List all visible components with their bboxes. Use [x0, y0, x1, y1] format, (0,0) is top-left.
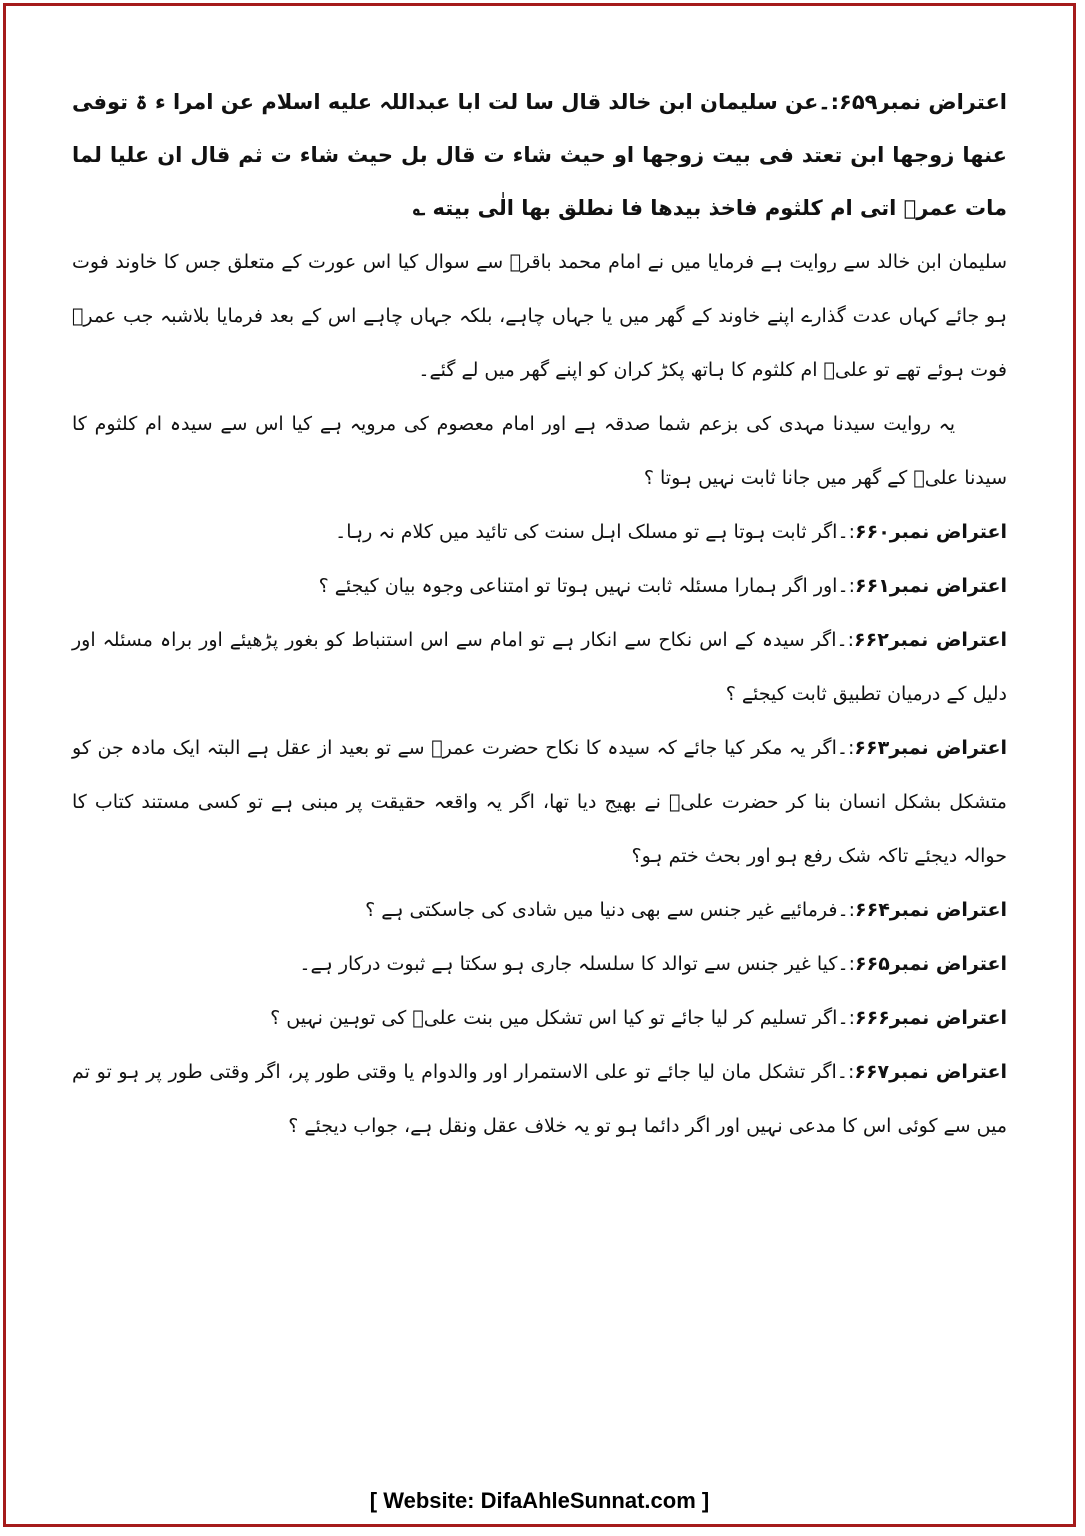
objection-665-label: اعتراض نمبر۶۶۵ — [855, 953, 1007, 975]
objection-667 — [72, 1045, 1007, 1153]
objection-666-text: :۔اگر تسلیم کر لیا جائے تو کیا اس تشکل میں بنت علیؓ کی توہین نہیں ؟ — [270, 1007, 855, 1029]
objection-662-text: :۔اگر سیدہ کے اس نکاح سے انکار ہے تو امام سے اس استنباط کو بغور پڑھیئے اور براہ مسئلہ اور دلیل کے درمیان تطبیق ثابت کیجئے ؟ — [72, 629, 1007, 705]
objection-659-comment: یہ روایت سیدنا مہدی کی بزعم شما صدقہ ہے اور امام معصوم کی مرویہ ہے کیا اس سے سیدہ ام کلثوم کا سیدنا علیؓ کے گھر میں جانا ثابت نہیں ہوتا ؟ — [72, 413, 1007, 489]
objection-667-label: اعتراض نمبر۶۶۷ — [854, 1061, 1007, 1083]
objection-660 — [72, 505, 1007, 559]
objection-662-label: اعتراض نمبر۶۶۲ — [854, 629, 1008, 651]
objection-664-label: اعتراض نمبر۶۶۴ — [855, 899, 1007, 921]
website-footer: [ Website: DifaAhleSunnat.com ] — [369, 1488, 710, 1513]
objection-663 — [72, 721, 1007, 883]
objection-666 — [72, 991, 1007, 1045]
objection-664 — [72, 883, 1007, 937]
objection-659-arabic-text: :۔عن سلیمان ابن خالد قال سا لت ابا عبداللہ علیه اسلام عن امرا ء ۃ توفی عنها زوجها ابن تعتد فی بیت زوجها او حیث شاء ت قال بل حیث شاء ت ثم قال ان علیا لما مات عمرؓ اتی ام کلثوم فاخذ بیدها فا نطلق بها الٰی بیته ؎ — [71, 90, 1007, 220]
objection-661-text: :۔اور اگر ہمارا مسئلہ ثابت نہیں ہوتا تو امتناعی وجوہ بیان کیجئے ؟ — [318, 575, 855, 597]
objection-662 — [72, 613, 1007, 721]
objection-666-label: اعتراض نمبر۶۶۶ — [855, 1007, 1007, 1029]
objection-661 — [72, 559, 1007, 613]
objection-659-translation: سلیمان ابن خالد سے روایت ہے فرمایا میں نے امام محمد باقرؒ سے سوال کیا اس عورت کے متعلق جس کا خاوند فوت ہو جائے کہاں عدت گذارے اپنے خاوند کے گھر میں یا جہاں چاہے، بلکہ جہاں چاہے اس کے بعد فرمایا بلاشبہ جب عمرؓ فوت ہوئے تھے تو علیؓ ام کلثوم کا ہاتھ پکڑ کران کو اپنے گھر میں لے گئے۔ — [72, 251, 1007, 381]
objection-667-text: :۔اگر تشکل مان لیا جائے تو علی الاستمرار اور والدوام یا وقتی طور پر، اگر وقتی طور پر ہو تو تم میں سے کوئی اس کا مدعی نہیں اور اگر دائما ہو تو یہ خلاف عقل ونقل ہے، جواب دیجئے ؟ — [72, 1061, 1007, 1137]
objection-665 — [72, 937, 1007, 991]
objection-659-arabic — [72, 76, 1007, 235]
objection-664-text: :۔فرمائیے غیر جنس سے بھی دنیا میں شادی کی جاسکتی ہے ؟ — [365, 899, 855, 921]
objection-660-label: اعتراض نمبر۶۶۰ — [855, 521, 1007, 543]
objection-660-text: :۔اگر ثابت ہوتا ہے تو مسلک اہل سنت کی تائید میں کلام نہ رہا۔ — [335, 521, 855, 543]
objection-659-label: اعتراض نمبر۶۵۹ — [839, 90, 1007, 114]
objection-665-text: :۔کیا غیر جنس سے توالد کا سلسلہ جاری ہو سکتا ہے ثبوت درکار ہے۔ — [299, 953, 855, 975]
document-body — [72, 76, 1007, 1153]
objection-663-text: :۔اگر یہ مکر کیا جائے کہ سیدہ کا نکاح حضرت عمرؓ سے تو بعید از عقل ہے البتہ ایک مادہ جن کو متشکل بشکل انسان بنا کر حضرت علیؓ نے بھیج دیا تھا، اگر یہ واقعہ حقیقت پر مبنی ہے تو کسی مستند کتاب کا حوالہ دیجئے تاکہ شک رفع ہو اور بحث ختم ہو؟ — [72, 737, 1007, 867]
page-frame — [3, 3, 1076, 1527]
objection-661-label: اعتراض نمبر۶۶۱ — [855, 575, 1007, 597]
objection-663-label: اعتراض نمبر۶۶۳ — [854, 737, 1007, 759]
